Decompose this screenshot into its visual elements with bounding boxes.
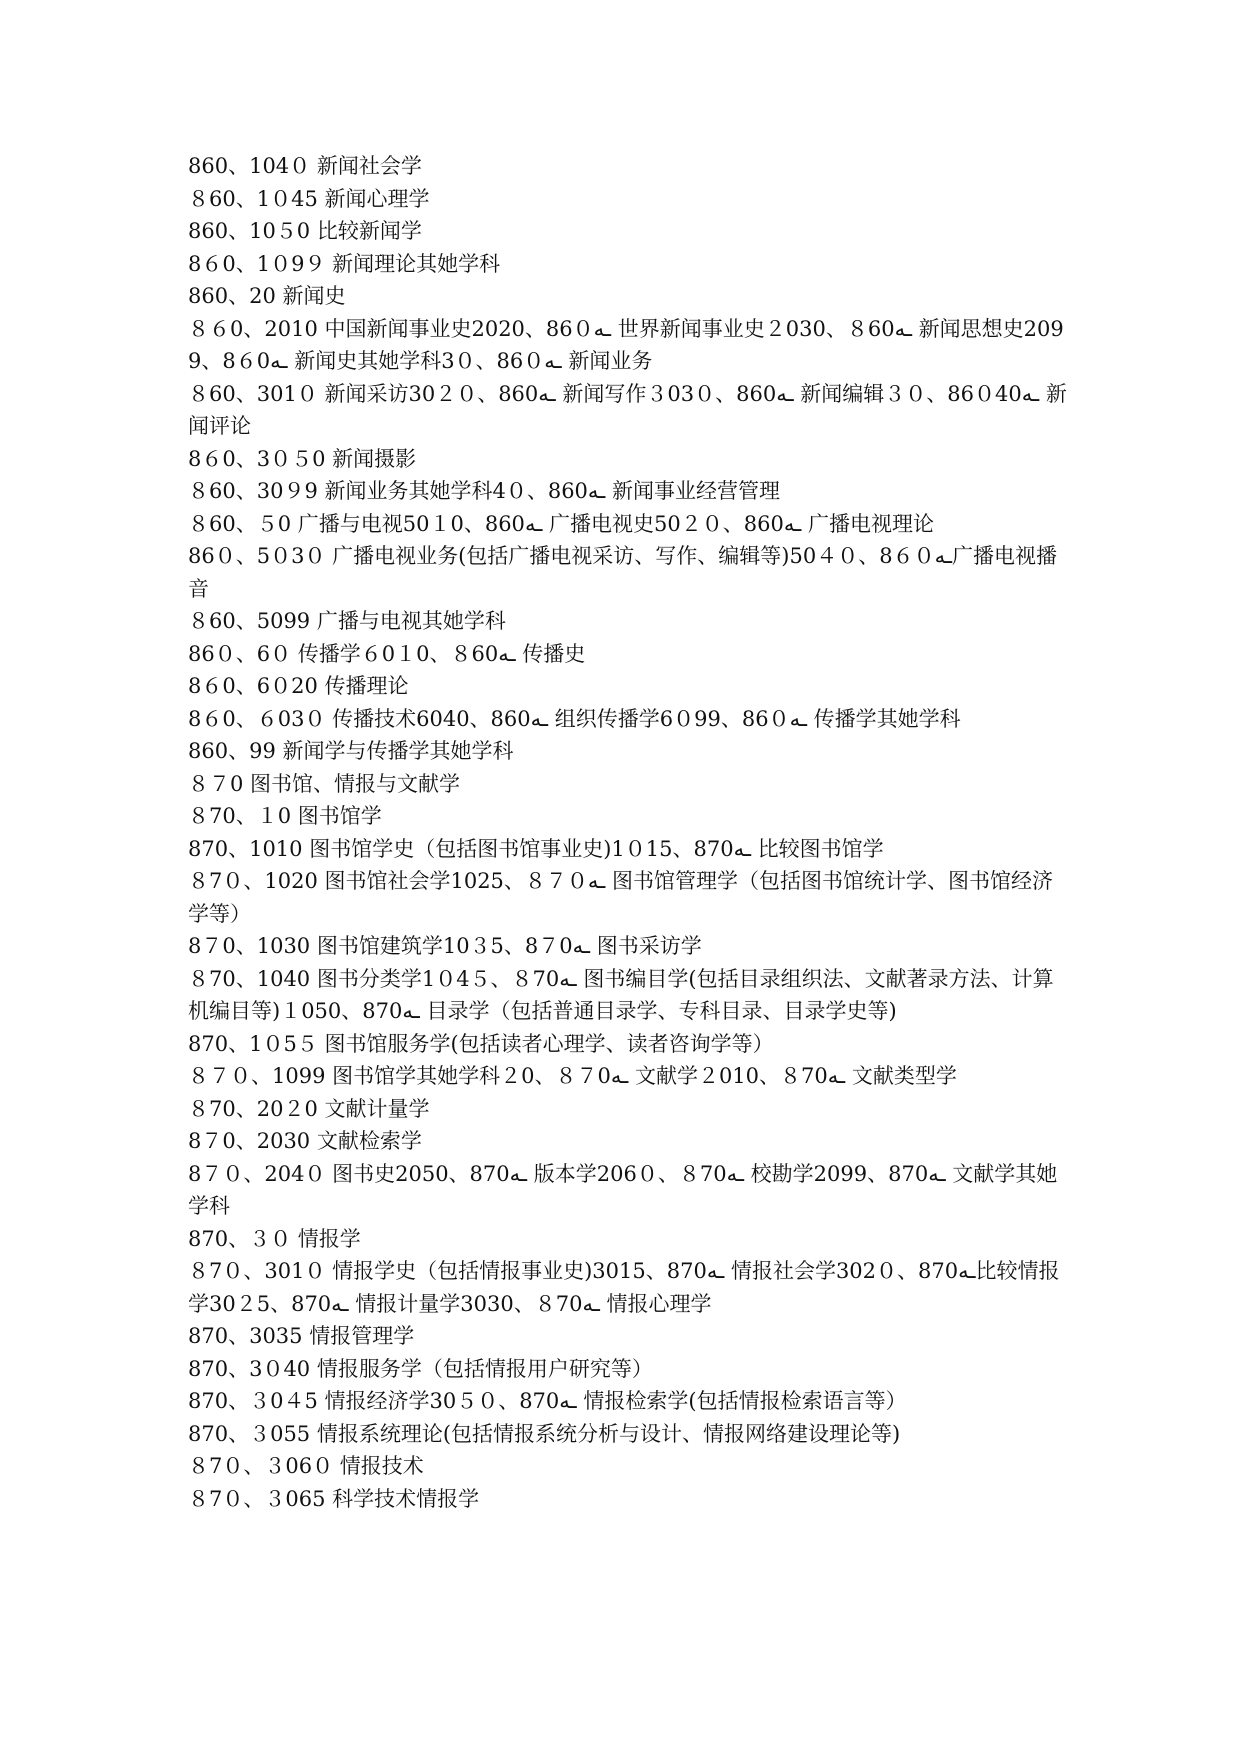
text-line: 8６0、6０20 传播理论 <box>188 674 409 698</box>
text-line: ８70、20２0 文献计量学 <box>188 1096 430 1121</box>
text-line: 870、1０5５ 图书馆服务学(包括读者心理学、读者咨询学等） <box>188 1031 774 1056</box>
text-line: ８60、５0 广播与电视50１0、860ـه 广播电视史50２０、860ـه 广播电视理论 <box>188 511 934 536</box>
text-line: 8６0、６03０ 传播技术6040、860ـه 组织传播学6０99、86０ـه 传播学其她学科 <box>188 706 961 731</box>
text-line: 860、99 新闻学与传播学其她学科 <box>188 739 514 763</box>
text-line: 8７0、2030 文献检索学 <box>188 1129 422 1153</box>
text-line: 86０、5０3０ 广播电视业务(包括广播电视采访、写作、编辑等)50４０、8６０ـه广播电视播音 <box>188 544 1058 601</box>
text-line: 8６0、3０５0 新闻摄影 <box>188 446 417 471</box>
text-line: 870、３０ 情报学 <box>188 1226 361 1251</box>
text-line: ８７0 图书馆、情报与文献学 <box>188 771 461 796</box>
text-line: 8６0、1０9９ 新闻理论其她学科 <box>188 251 501 276</box>
text-line: 8７0、1030 图书馆建筑学10３5、8７0ـه 图书采访学 <box>188 934 702 958</box>
text-line: ８60、30９9 新闻业务其她学科4０、860ـه 新闻事业经营管理 <box>188 479 781 503</box>
text-line: 870、３055 情报系统理论(包括情报系统分析与设计、情报网络建设理论等) <box>188 1421 901 1446</box>
text-line: ８70、１0 图书馆学 <box>188 804 382 828</box>
text-line: 860、20 新闻史 <box>188 284 346 308</box>
text-line: 870、3０40 情报服务学（包括情报用户研究等） <box>188 1356 653 1381</box>
text-line: ８60、301０ 新闻采访30２０、860ـه 新闻写作３03０、860ـه 新闻编辑３０、86０ـه40 新闻评论 <box>188 381 1067 438</box>
text-line: ８7０、３06０ 情报技术 <box>188 1454 424 1478</box>
text-line: 870、3035 情报管理学 <box>188 1324 415 1348</box>
text-line: 860、104０ 新闻社会学 <box>188 154 422 178</box>
text-line: 8７０、204０ 图书史2050、870ـه 版本学206０、８70ـه 校勘学2099、870ـه 文献学其她学科 <box>188 1161 1058 1218</box>
text-line: ８60、5099 广播与电视其她学科 <box>188 609 506 633</box>
text-line: 86０、6０ 传播学６0１0、８60ـه 传播史 <box>188 641 586 666</box>
text-line: 870、３0４5 情报经济学30５０、870ـه 情报检索学(包括情报检索语言等） <box>188 1389 907 1413</box>
text-line: ８60、1０45 新闻心理学 <box>188 186 430 211</box>
text-line: ８６0、2010 中国新闻事业史2020、86０ـه 世界新闻事业史２030、８60ـه 新闻思想史2099、8６0ـه 新闻史其她学科3０、86０ـه 新闻业务 <box>188 316 1064 373</box>
text-line: ８7０、1020 图书馆社会学1025、８７０ـه 图书馆管理学（包括图书馆统计学、图书馆经济学等） <box>188 869 1054 926</box>
document-body <box>188 150 1068 1515</box>
text-line: 870、1010 图书馆学史（包括图书馆事业史)1０15、870ـه 比较图书馆学 <box>188 836 884 861</box>
text-line: 860、10５0 比较新闻学 <box>188 219 422 243</box>
text-line: ８7０、301０ 情报学史（包括情报事业史)3015、870ـه 情报社会学302０、870ـه比较情报学30２5、870ـه 情报计量学3030、８70ـه 情报心理学 <box>188 1259 1060 1316</box>
text-line: ８7０、３065 科学技术情报学 <box>188 1486 480 1511</box>
text-line: ８７０、1099 图书馆学其她学科２0、８７0ـه 文献学２010、８70ـه 文献类型学 <box>188 1064 957 1088</box>
text-line: ８70、1040 图书分类学1０4５、８70ـه 图书编目学(包括目录组织法、文献著录方法、计算机编目等)１050、870ـه 目录学（包括普通目录学、专科目录、目录学史等) <box>188 966 1054 1023</box>
